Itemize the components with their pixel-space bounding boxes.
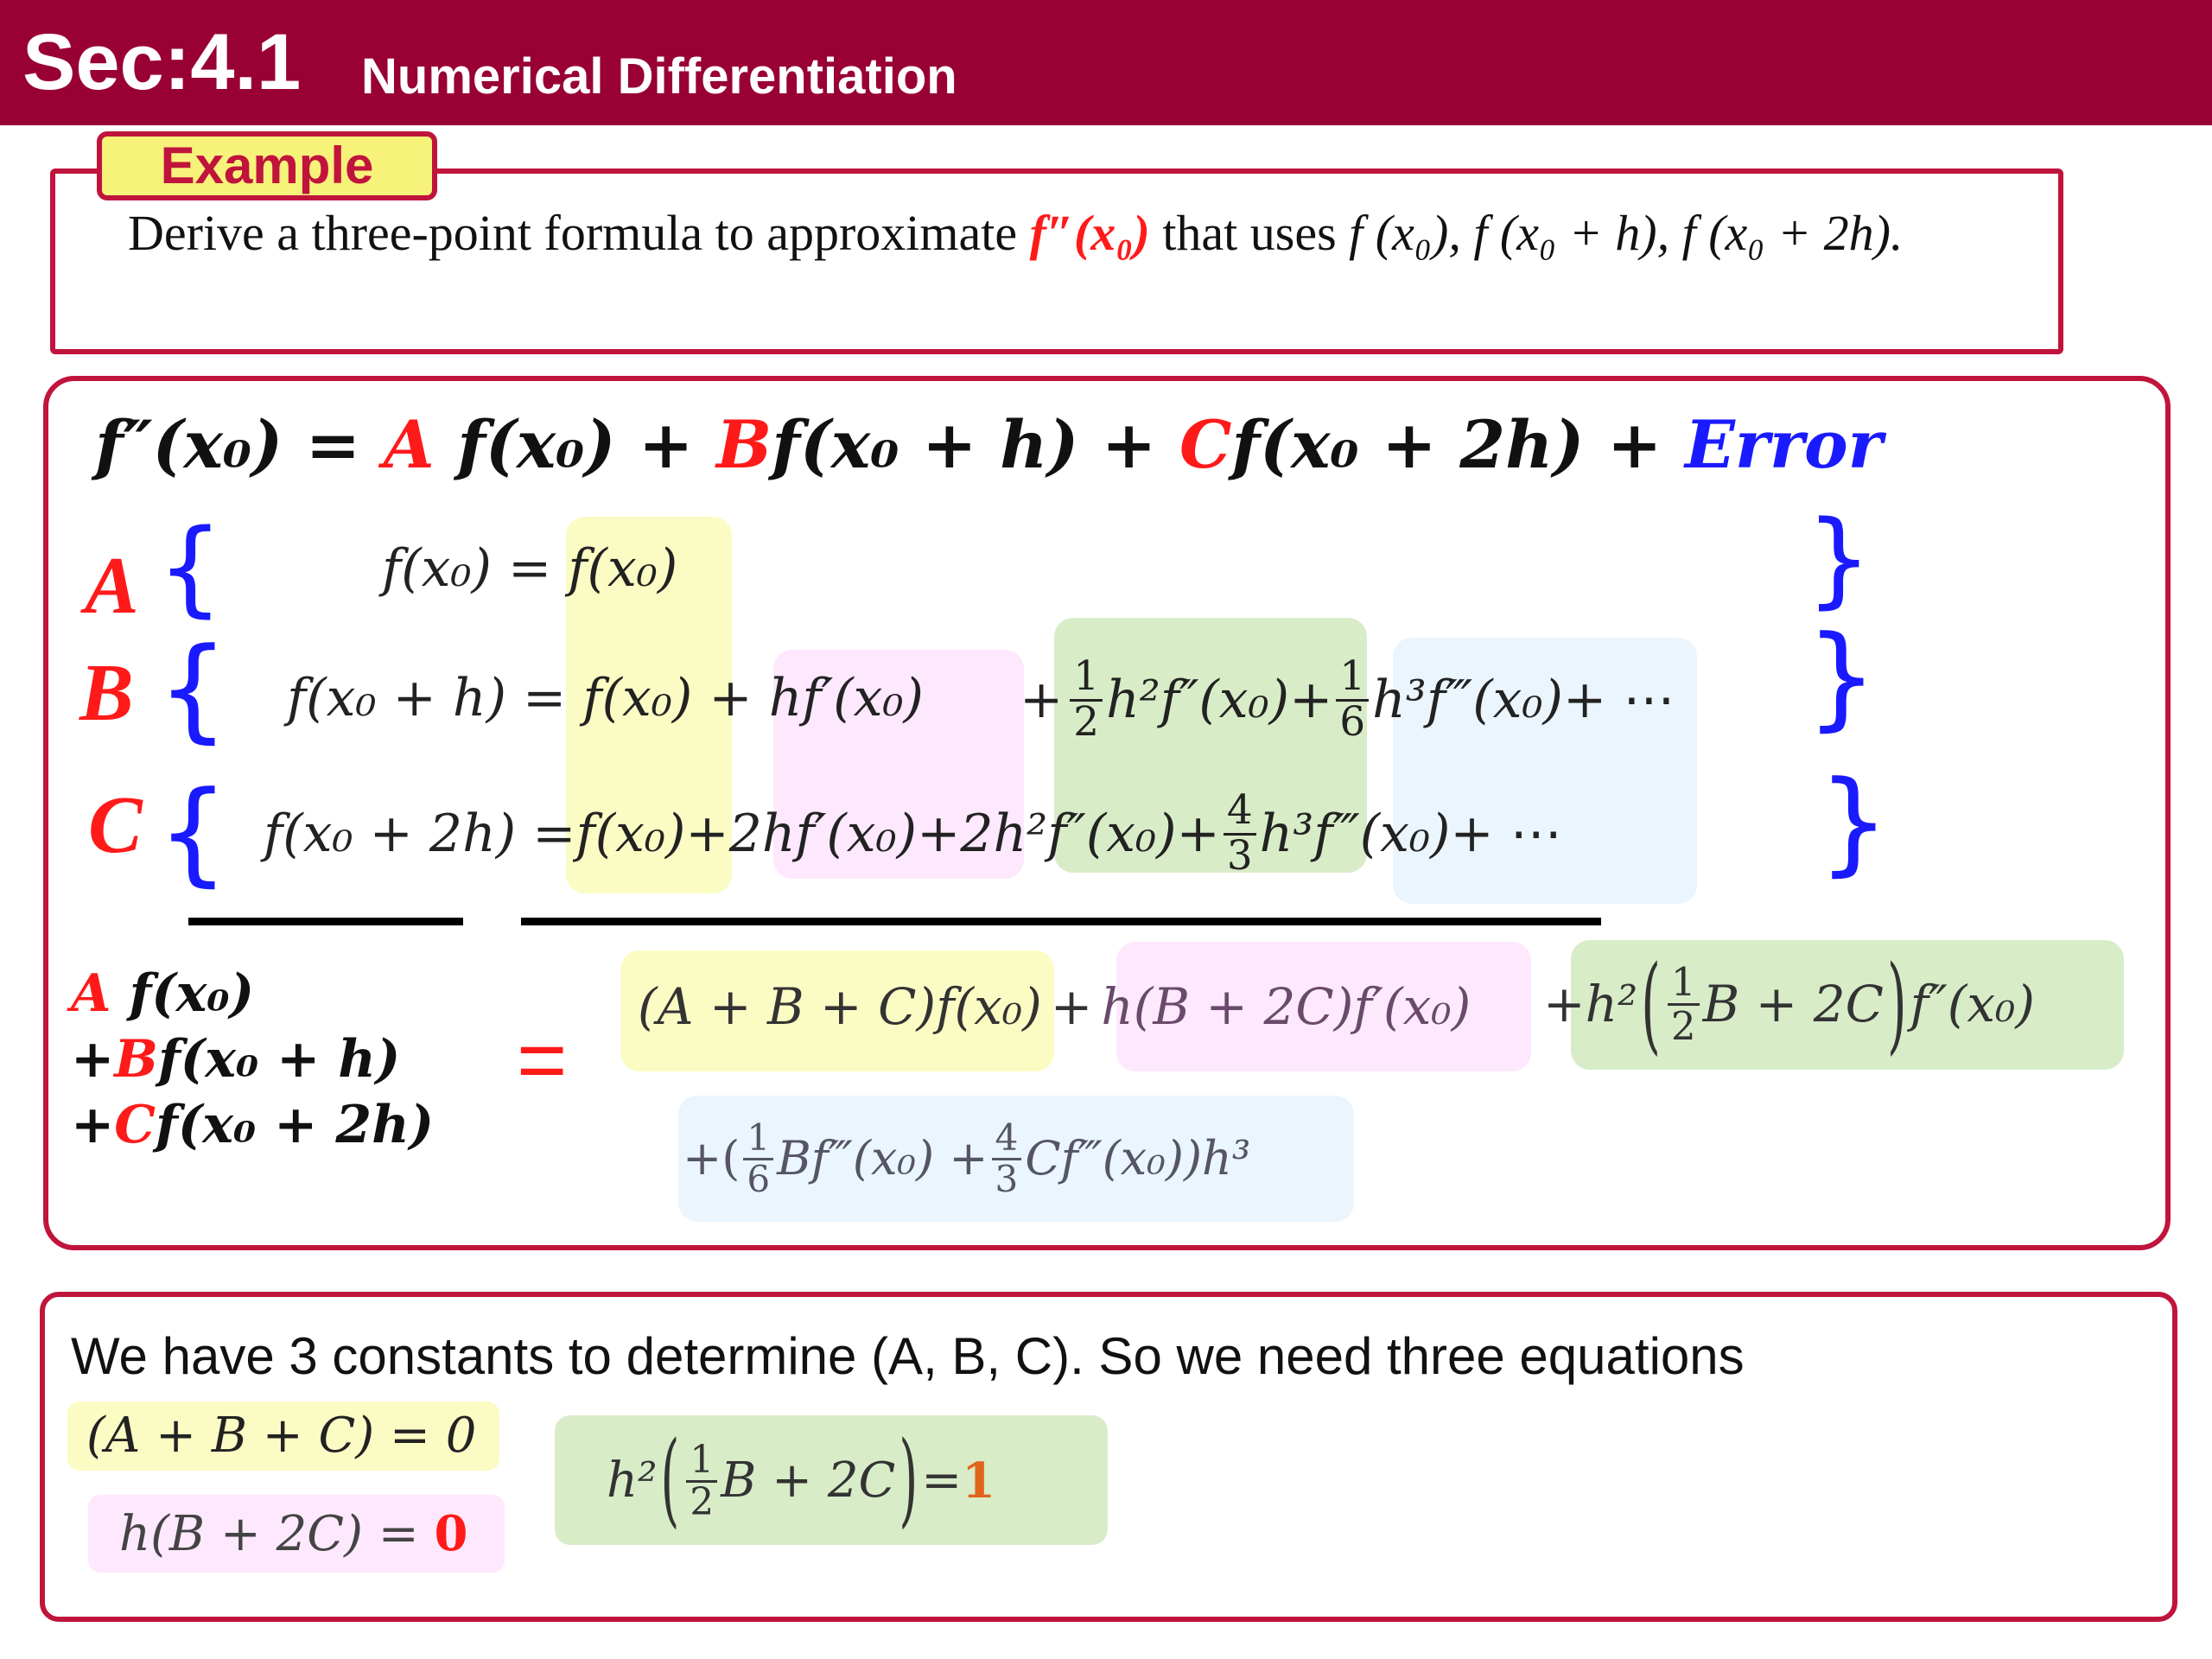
row-C-plus2: + bbox=[917, 804, 961, 864]
sum-right-third-derivative bbox=[683, 1096, 1250, 1222]
row-C-plus3: + bbox=[1176, 804, 1220, 864]
equation-3-frac-den: 2 bbox=[690, 1479, 715, 1524]
row-B-t0: f(x₀) bbox=[582, 668, 693, 728]
row-B-plus1: + bbox=[692, 668, 769, 728]
row-C-frac3 bbox=[1224, 787, 1256, 880]
row-B-frac3 bbox=[1336, 653, 1369, 746]
formula-fx02h: f(x₀ + 2h) + bbox=[1231, 406, 1685, 483]
sum-right-b-frac2-den: 3 bbox=[995, 1157, 1019, 1200]
section-number: Sec:4.1 bbox=[22, 18, 302, 106]
sum-left-line3 bbox=[71, 1092, 434, 1158]
sum-right-b-lead: +( bbox=[683, 1131, 741, 1185]
row-C-t3: h³f‴(x₀) bbox=[1259, 804, 1451, 864]
formula-fx0: f(x₀) + bbox=[434, 406, 717, 483]
row-B-tail: + ⋯ bbox=[1562, 670, 1675, 730]
row-B-frac3-den: 6 bbox=[1339, 698, 1366, 746]
right-brace-B: } bbox=[1806, 611, 1878, 742]
sum-left bbox=[71, 961, 434, 1158]
equation-3-lead: h² bbox=[607, 1452, 658, 1509]
sum-left-fx02h: f(x₀ + 2h) bbox=[156, 1095, 435, 1155]
sum-right-b-frac1-den: 6 bbox=[747, 1157, 771, 1200]
header-bar bbox=[0, 0, 2212, 125]
sum-equals: = bbox=[517, 1012, 568, 1109]
sum-left-line1 bbox=[71, 961, 434, 1027]
sum-left-fx0: f(x₀) bbox=[111, 963, 255, 1024]
sum-right-b-mid2: Cf‴(x₀))h³ bbox=[1025, 1131, 1251, 1185]
sum-right-plus1: + bbox=[1050, 977, 1093, 1036]
row-label-A: A bbox=[85, 541, 139, 631]
row-B-t3: h³f‴(x₀) bbox=[1372, 670, 1563, 730]
page-title: Numerical Differentiation bbox=[361, 48, 957, 105]
row-B-t2: h²f″(x₀) bbox=[1106, 670, 1290, 730]
equation-3-inner: B + 2C bbox=[721, 1452, 896, 1509]
row-label-C: C bbox=[88, 780, 143, 870]
right-brace-A: } bbox=[1806, 499, 1872, 620]
equation-2 bbox=[119, 1499, 467, 1569]
sum-right-b-frac1-num: 1 bbox=[743, 1119, 773, 1160]
row-B-t1: hf′(x₀) bbox=[768, 668, 924, 728]
left-brace-A: { bbox=[157, 508, 224, 628]
formula-lhs: f″(x₀) bbox=[95, 406, 283, 483]
sum-right-line1 bbox=[638, 942, 1471, 1071]
sum-right-b-frac2-num: 4 bbox=[992, 1119, 1022, 1160]
row-label-B: B bbox=[79, 648, 134, 738]
sum-left-C: C bbox=[114, 1095, 156, 1155]
equation-3 bbox=[607, 1410, 995, 1552]
sum-left-line2 bbox=[71, 1027, 434, 1092]
row-C-frac3-num: 4 bbox=[1224, 790, 1256, 835]
example-target: f″(x₀) bbox=[1029, 205, 1150, 261]
right-brace-C: } bbox=[1818, 756, 1890, 887]
coef-A: A bbox=[383, 406, 435, 483]
sum-right-g-close-paren: ) bbox=[1887, 942, 1907, 1066]
main-formula bbox=[95, 402, 1883, 488]
equation-3-close-paren: ) bbox=[899, 1421, 918, 1540]
equation-3-frac-num: 1 bbox=[686, 1440, 717, 1483]
equation-1: (A + B + C) = 0 bbox=[86, 1408, 477, 1464]
row-C-frac3-den: 3 bbox=[1226, 832, 1253, 880]
equation-3-frac bbox=[686, 1437, 717, 1524]
equation-3-open-paren: ( bbox=[660, 1421, 680, 1540]
row-B-frac2 bbox=[1070, 653, 1103, 746]
row-C-t1: 2hf′(x₀) bbox=[728, 804, 918, 864]
formula-error: Error bbox=[1684, 406, 1883, 483]
row-B-plus2: + bbox=[1020, 670, 1064, 730]
sum-right-g-tail: f″(x₀) bbox=[1910, 975, 2035, 1033]
row-C-lhs: f(x₀ + 2h) = bbox=[264, 804, 576, 864]
sum-right-g-inner: B + 2C bbox=[1702, 975, 1884, 1033]
equation-3-rhs: 1 bbox=[962, 1452, 996, 1510]
row-B-lhs: f(x₀ + h) = bbox=[287, 668, 583, 728]
sum-left-A: A bbox=[71, 963, 111, 1024]
left-brace-B: { bbox=[157, 623, 229, 754]
equations-intro: We have 3 constants to determine (A, B, C). So we need three equations bbox=[71, 1327, 1745, 1385]
row-C-t2: 2h²f″(x₀) bbox=[960, 804, 1177, 864]
row-B-expansion bbox=[287, 664, 924, 733]
row-B-frac2-den: 2 bbox=[1073, 698, 1100, 746]
sum-right-g-frac bbox=[1668, 959, 1700, 1049]
example-label bbox=[97, 131, 437, 200]
sum-right-b-frac1 bbox=[743, 1116, 773, 1200]
row-C-t0: f(x₀) bbox=[575, 804, 686, 864]
sum-left-B: B bbox=[114, 1029, 158, 1090]
row-B-plus3: + bbox=[1289, 670, 1333, 730]
row-C-tail: + ⋯ bbox=[1450, 804, 1562, 864]
sum-left-fx0h: f(x₀ + h) bbox=[158, 1029, 401, 1090]
row-B-higher-terms bbox=[1020, 631, 1675, 769]
row-B-frac2-num: 1 bbox=[1070, 656, 1103, 701]
formula-fx0h: f(x₀ + h) + bbox=[772, 406, 1179, 483]
formula-eq: = bbox=[283, 406, 384, 483]
equation-2-lhs: h(B + 2C) = bbox=[119, 1506, 435, 1562]
sum-rule-left bbox=[188, 918, 463, 925]
sum-right-g-open-paren: ( bbox=[1641, 942, 1661, 1066]
row-B-frac3-num: 1 bbox=[1336, 656, 1369, 701]
row-C-plus1: + bbox=[685, 804, 729, 864]
coef-B: B bbox=[716, 406, 772, 483]
sum-right-g-frac-den: 2 bbox=[1670, 1002, 1696, 1049]
sum-left-plus2: + bbox=[71, 1029, 115, 1090]
sum-rule-right bbox=[521, 918, 1601, 925]
example-lead: Derive a three-point formula to approximate bbox=[128, 205, 1030, 261]
coef-C: C bbox=[1179, 406, 1232, 483]
equation-2-rhs: 0 bbox=[434, 1505, 468, 1562]
sum-right-fx0-term: (A + B + C)f(x₀) bbox=[638, 977, 1042, 1036]
sum-right-first-derivative-term: h(B + 2C)f′(x₀) bbox=[1101, 977, 1471, 1036]
sum-right-b-frac2 bbox=[992, 1116, 1022, 1200]
equation-3-eq: = bbox=[921, 1452, 963, 1509]
row-A-t0: f(x₀) bbox=[568, 538, 678, 599]
row-A-expansion bbox=[382, 534, 677, 603]
example-mid: that uses bbox=[1149, 205, 1350, 261]
sum-right-g-frac-num: 1 bbox=[1668, 962, 1700, 1005]
sum-left-plus3: + bbox=[71, 1095, 115, 1155]
example-uses: f (x₀), f (x₀ + h), f (x₀ + 2h). bbox=[1349, 205, 1904, 261]
example-text bbox=[128, 200, 1942, 266]
row-A-lhs: f(x₀) = bbox=[382, 538, 569, 599]
left-brace-C: { bbox=[157, 766, 229, 898]
example-label-text: Example bbox=[160, 137, 374, 194]
sum-right-second-derivative bbox=[1543, 933, 2035, 1075]
sum-right-g-lead: +h² bbox=[1543, 975, 1638, 1033]
sum-right-b-mid1: Bf‴(x₀) + bbox=[777, 1131, 988, 1185]
row-C-expansion bbox=[264, 765, 1562, 903]
